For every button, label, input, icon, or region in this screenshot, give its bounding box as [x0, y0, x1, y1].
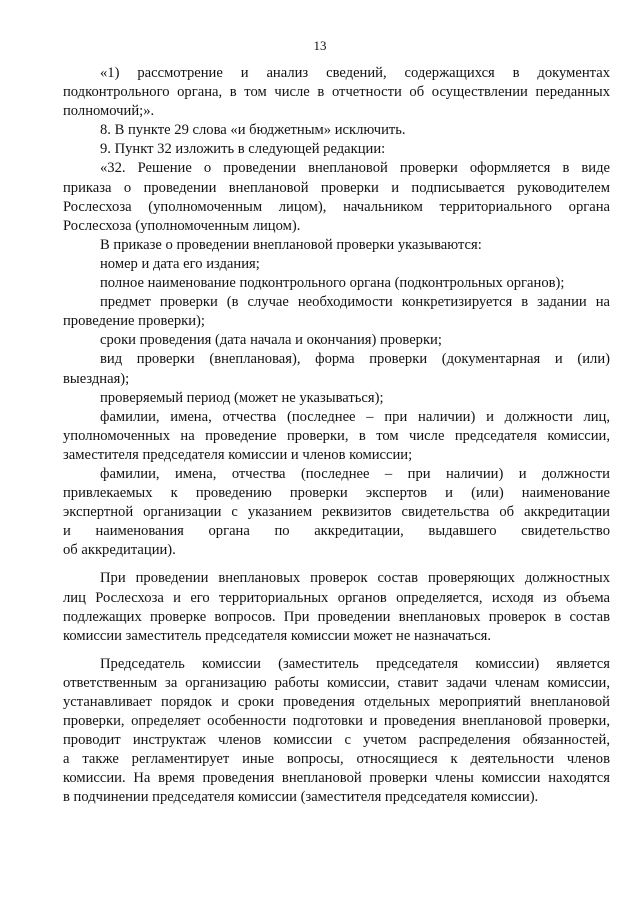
document-body: [63, 64, 610, 808]
text-line: «32. Решение о проведении внеплановой проверки оформляется в виде: [100, 160, 610, 177]
paragraph: [63, 408, 610, 465]
paragraph: [63, 293, 610, 331]
text-line: номер и дата его издания;: [100, 255, 260, 272]
text-line: а также регламентирует иные вопросы, относящиеся к деятельности членов: [63, 751, 610, 768]
text-line: вид проверки (внеплановая), форма проверки (документарная и (или): [100, 351, 610, 368]
paragraph: [63, 236, 610, 255]
text-line: экспертной организации с указанием реквизитов свидетельства об аккредитации: [63, 504, 610, 521]
paragraph: [63, 331, 610, 350]
text-line: проведение проверки);: [63, 313, 205, 330]
paragraph: [63, 274, 610, 293]
text-line: ответственным за организацию работы комиссии, ставит задачи членам комиссии,: [63, 674, 610, 691]
text-line: 9. Пункт 32 изложить в следующей редакции:: [100, 141, 386, 158]
paragraph: [63, 121, 610, 140]
text-line: Рослесхоза (уполномоченным лицом).: [63, 217, 301, 234]
text-line: При проведении внеплановых проверок состав проверяющих должностных: [100, 570, 610, 587]
paragraph: [63, 389, 610, 408]
text-line: устанавливает порядок и сроки проведения отдельных мероприятий внеплановой: [63, 694, 610, 710]
paragraph: [63, 255, 610, 274]
text-line: полное наименование подконтрольного органа (подконтрольных органов);: [100, 275, 565, 292]
text-line: приказа о проведении внеплановой проверки и подписывается руководителем: [63, 179, 610, 196]
text-line: лиц Рослесхоза и его территориальных органов определяется, исходя из объема: [63, 589, 610, 606]
paragraph: [63, 350, 610, 388]
paragraph: [63, 569, 610, 645]
page-number: 13: [313, 38, 327, 53]
text-line: проводит инструктаж членов комиссии с учетом распределения обязанностей,: [63, 732, 610, 749]
text-line: 8. В пункте 29 слова «и бюджетным» исключить.: [100, 122, 406, 139]
paragraph: [63, 140, 610, 159]
text-line: привлекаемых к проведению проверки экспертов и (или) наименование: [63, 485, 610, 502]
text-line: проверяемый период (может не указываться);: [100, 389, 384, 406]
text-line: уполномоченных на проведение проверки, в том числе председателя комиссии,: [63, 427, 610, 444]
paragraph: [63, 159, 610, 235]
text-line: Рослесхоза (уполномоченным лицом), начальником территориального органа: [63, 198, 610, 215]
text-line: подлежащих проверке вопросов. При проведении внеплановых проверок в состав: [63, 608, 610, 625]
text-line: заместителя председателя комиссии и членов комиссии;: [63, 446, 413, 463]
text-line: комиссии. На время проведения внеплановой проверки члены комиссии находятся: [63, 770, 610, 787]
paragraph: [63, 655, 610, 808]
text-line: об аккредитации).: [63, 542, 176, 559]
text-line: подконтрольного органа, в том числе в отчетности об осуществлении переданных: [63, 84, 610, 101]
text-line: выездная);: [63, 370, 130, 387]
paragraph: [63, 64, 610, 121]
text-line: В приказе о проведении внеплановой проверки указываются:: [100, 236, 482, 253]
text-line: сроки проведения (дата начала и окончания) проверки;: [100, 332, 442, 349]
text-line: в подчинении председателя комиссии (заместителя председателя комиссии).: [63, 789, 539, 806]
text-line: и наименования органа по аккредитации, выдавшего свидетельство: [63, 523, 610, 540]
text-line: «1) рассмотрение и анализ сведений, содержащихся в документах: [100, 65, 610, 81]
text-line: полномочий;».: [63, 103, 155, 120]
paragraph: [63, 465, 610, 560]
text-line: предмет проверки (в случае необходимости конкретизируется в задании на: [100, 294, 610, 311]
text-line: Председатель комиссии (заместитель председателя комиссии) является: [100, 655, 610, 672]
text-line: фамилии, имена, отчества (последнее – при наличии) и должности: [100, 465, 610, 482]
text-line: фамилии, имена, отчества (последнее – при наличии) и должности лиц,: [100, 408, 610, 425]
text-line: комиссии заместитель председателя комиссии может не назначаться.: [63, 627, 492, 644]
text-line: проверки, определяет особенности подготовки и проведения внеплановой проверки,: [63, 713, 610, 730]
